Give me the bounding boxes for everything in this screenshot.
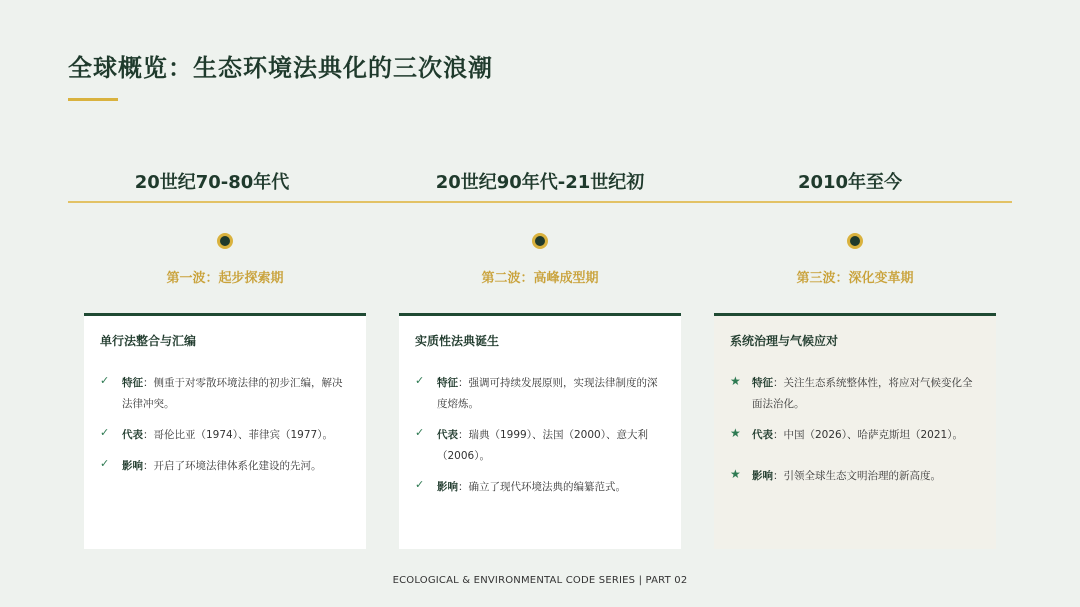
item-text: ：确立了现代环境法典的编纂范式。 <box>458 481 626 493</box>
item-label: 特征 <box>122 377 143 389</box>
era-label-3: 2010年至今 <box>797 172 903 193</box>
list-item <box>415 425 665 467</box>
list-item <box>100 425 350 446</box>
list-item <box>730 466 980 487</box>
footer-text: ECOLOGICAL & ENVIRONMENTAL CODE SERIES | PART 02 <box>392 575 688 586</box>
item-label: 代表 <box>752 429 773 441</box>
item-label: 影响 <box>122 460 143 472</box>
wave-label-1: 第一波：起步探索期 <box>166 271 284 286</box>
item-text: ：关注生态系统整体性，将应对气候变化全面法治化。 <box>752 377 973 410</box>
era-label-2: 20世纪90年代-21世纪初 <box>435 172 645 193</box>
list-item <box>100 373 350 415</box>
item-text: ：引领全球生态文明治理的新高度。 <box>773 470 941 482</box>
check-icon: ✓ <box>415 426 425 439</box>
check-icon: ✓ <box>415 374 425 387</box>
list-item <box>415 477 665 498</box>
title-underline <box>68 98 118 101</box>
card-title: 实质性法典诞生 <box>415 334 500 348</box>
item-text: ：开启了环境法律体系化建设的先河。 <box>143 460 322 472</box>
era-label-1: 20世纪70-80年代 <box>134 172 290 193</box>
item-label: 特征 <box>752 377 773 389</box>
timeline-dot-3 <box>847 233 863 249</box>
list-item <box>100 456 350 477</box>
wave-label-2: 第二波：高峰成型期 <box>481 271 599 286</box>
item-label: 特征 <box>437 377 458 389</box>
check-icon: ✓ <box>100 457 110 470</box>
timeline-dot-1 <box>217 233 233 249</box>
item-label: 影响 <box>437 481 458 493</box>
timeline-line <box>68 201 1012 203</box>
star-icon: ★ <box>730 467 741 481</box>
item-label: 影响 <box>752 470 773 482</box>
wave-card-3 <box>714 313 996 549</box>
wave-card-1 <box>84 313 366 549</box>
card-title: 单行法整合与汇编 <box>100 334 197 348</box>
item-text: ：侧重于对零散环境法律的初步汇编，解决法律冲突。 <box>122 377 343 410</box>
item-text: ：强调可持续发展原则，实现法律制度的深度熔炼。 <box>437 377 658 410</box>
item-text: ：中国（2026）、哈萨克斯坦（2021）。 <box>773 429 963 441</box>
timeline-dot-2 <box>532 233 548 249</box>
check-icon: ✓ <box>100 426 110 439</box>
wave-label-3: 第三波：深化变革期 <box>796 271 914 286</box>
item-text: ：瑞典（1999）、法国（2000）、意大利（2006）。 <box>437 429 648 462</box>
item-label: 代表 <box>437 429 458 441</box>
list-item <box>415 373 665 415</box>
list-item <box>730 373 980 415</box>
star-icon: ★ <box>730 374 741 388</box>
star-icon: ★ <box>730 426 741 440</box>
item-text: ：哥伦比亚（1974）、菲律宾（1977）。 <box>143 429 333 441</box>
check-icon: ✓ <box>415 478 425 491</box>
page-title: 全球概览：生态环境法典化的三次浪潮 <box>68 54 493 82</box>
card-title: 系统治理与气候应对 <box>730 334 839 348</box>
item-label: 代表 <box>122 429 143 441</box>
list-item <box>730 425 980 446</box>
wave-card-2 <box>399 313 681 549</box>
check-icon: ✓ <box>100 374 110 387</box>
